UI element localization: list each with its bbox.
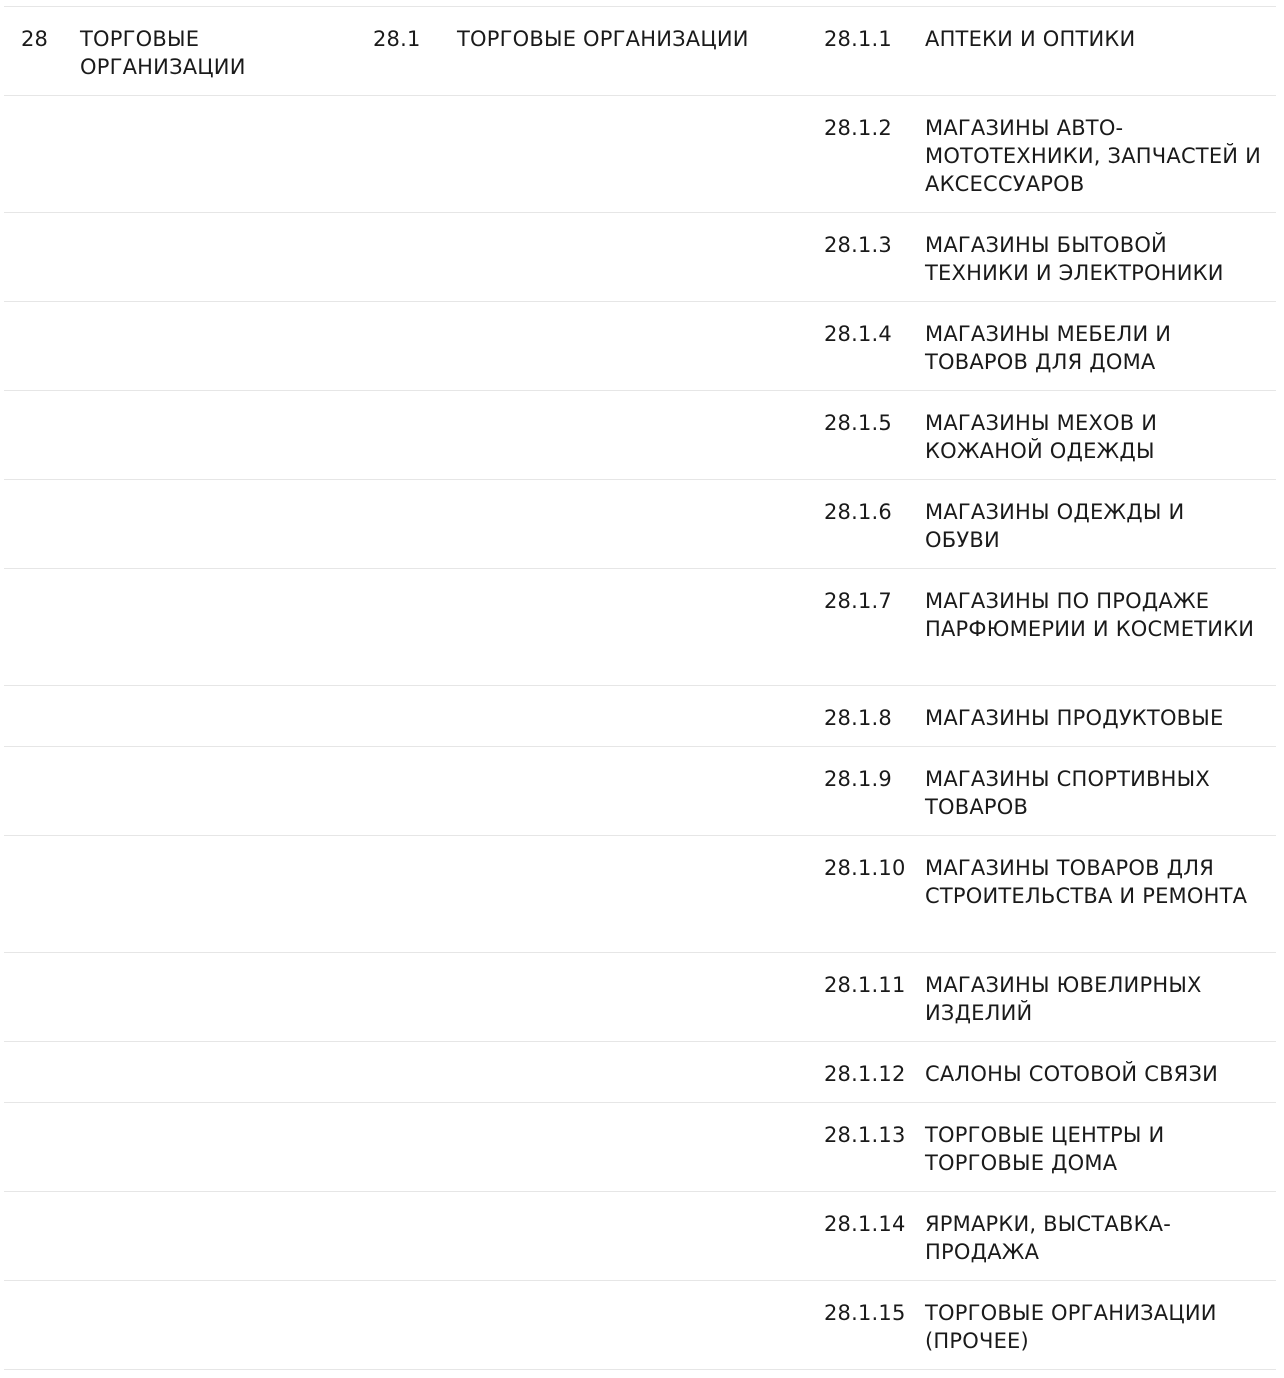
subgroup-name: ТОРГОВЫЕ ОРГАНИЗАЦИИ [457, 27, 749, 51]
item-name: МАГАЗИНЫ МЕБЕЛИ И ТОВАРОВ ДЛЯ ДОМА [925, 322, 1172, 374]
table-row [4, 302, 1276, 391]
item-code: 28.1.1 [824, 27, 892, 51]
item-code: 28.1.13 [824, 1123, 906, 1147]
table-row [4, 569, 1276, 686]
table-row [4, 213, 1276, 302]
item-name: ЯРМАРКИ, ВЫСТАВКА-ПРОДАЖА [925, 1212, 1172, 1264]
item-code: 28.1.7 [824, 589, 892, 613]
item-code: 28.1.15 [824, 1301, 906, 1325]
item-code: 28.1.11 [824, 973, 906, 997]
table-row [4, 1192, 1276, 1281]
table-row [4, 686, 1276, 747]
table-row [4, 1042, 1276, 1103]
table-row [4, 953, 1276, 1042]
item-code: 28.1.9 [824, 767, 892, 791]
table-row [4, 96, 1276, 213]
item-name: МАГАЗИНЫ БЫТОВОЙ ТЕХНИКИ И ЭЛЕКТРОНИКИ [925, 233, 1224, 285]
item-code: 28.1.12 [824, 1062, 906, 1086]
item-code: 28.1.2 [824, 116, 892, 140]
table-row [4, 1281, 1276, 1370]
item-code: 28.1.8 [824, 706, 892, 730]
table-row [4, 747, 1276, 836]
item-name: МАГАЗИНЫ МЕХОВ И КОЖАНОЙ ОДЕЖДЫ [925, 411, 1158, 463]
item-code: 28.1.14 [824, 1212, 906, 1236]
item-name: САЛОНЫ СОТОВОЙ СВЯЗИ [925, 1062, 1219, 1086]
item-name: МАГАЗИНЫ АВТО-МОТОТЕХНИКИ, ЗАПЧАСТЕЙ И АКСЕССУАРОВ [925, 116, 1261, 196]
item-code: 28.1.6 [824, 500, 892, 524]
group-code: 28 [21, 27, 49, 51]
item-code: 28.1.3 [824, 233, 892, 257]
item-name: ТОРГОВЫЕ ОРГАНИЗАЦИИ (ПРОЧЕЕ) [925, 1301, 1217, 1353]
item-name: МАГАЗИНЫ ПРОДУКТОВЫЕ [925, 706, 1224, 730]
item-name: ТОРГОВЫЕ ЦЕНТРЫ И ТОРГОВЫЕ ДОМА [925, 1123, 1165, 1175]
item-name: МАГАЗИНЫ ТОВАРОВ ДЛЯ СТРОИТЕЛЬСТВА И РЕМОНТА [925, 856, 1248, 908]
item-name: МАГАЗИНЫ СПОРТИВНЫХ ТОВАРОВ [925, 767, 1210, 819]
item-code: 28.1.10 [824, 856, 906, 880]
item-name: МАГАЗИНЫ ПО ПРОДАЖЕ ПАРФЮМЕРИИ И КОСМЕТИКИ [925, 589, 1255, 641]
table-row [4, 836, 1276, 953]
subgroup-code: 28.1 [373, 27, 421, 51]
group-name: ТОРГОВЫЕ ОРГАНИЗАЦИИ [80, 27, 246, 79]
table-row [4, 391, 1276, 480]
item-code: 28.1.5 [824, 411, 892, 435]
table-row [4, 480, 1276, 569]
item-name: АПТЕКИ И ОПТИКИ [925, 27, 1136, 51]
item-code: 28.1.4 [824, 322, 892, 346]
table-row [4, 1103, 1276, 1192]
item-name: МАГАЗИНЫ ОДЕЖДЫ И ОБУВИ [925, 500, 1185, 552]
item-name: МАГАЗИНЫ ЮВЕЛИРНЫХ ИЗДЕЛИЙ [925, 973, 1202, 1025]
table-row [4, 7, 1276, 96]
category-table [4, 6, 1276, 1370]
